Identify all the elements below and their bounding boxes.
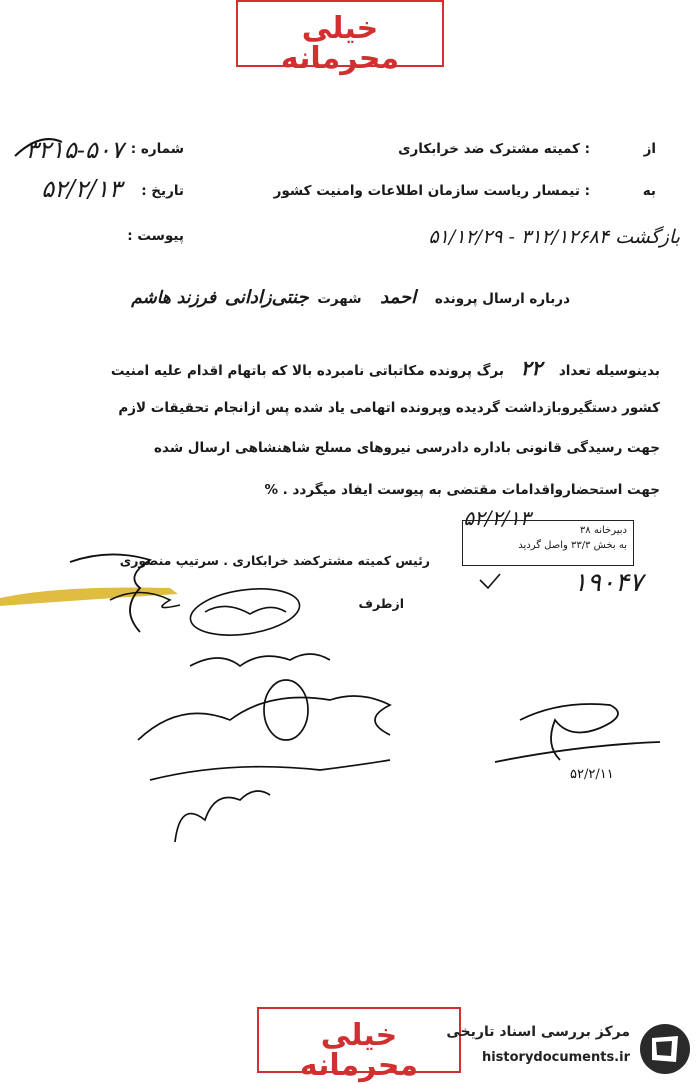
- signatory-signature-2: [110, 593, 180, 608]
- handwritten-note-3: [175, 791, 270, 842]
- body-line1-start: بدینوسیله تعداد: [558, 363, 660, 379]
- subject-prefix: درباره ارسال پرونده: [434, 291, 570, 307]
- body-line-2: کشور دستگیروبازداشت گردیده وپرونده اتهامی یاد شده پس ازانجام تحقیقات لازم: [118, 400, 660, 416]
- circled-annotation: [187, 583, 302, 642]
- body-line-4: جهت استحضارواقدامات مقتضی به پیوست ایفاد میگردد . %: [264, 482, 660, 498]
- top-confidential-stamp: خیلی محرمانه: [236, 0, 444, 67]
- subject-line: [131, 287, 570, 308]
- from-value: : کمیته مشترک ضد خرابکاری: [398, 141, 590, 157]
- number-label: شماره :: [130, 141, 184, 157]
- page-count-handwritten: ۲۲: [520, 356, 543, 380]
- archive-logo-icon: [638, 1022, 692, 1076]
- watermark-title: مرکز بررسی اسناد تاریخی: [446, 1024, 630, 1040]
- number-value-handwritten: ۳۲۱۵-۵۰۷: [25, 136, 124, 164]
- receipt-stamp-line2: به بخش ۳۳/۳ واصل گردید: [518, 540, 627, 551]
- circled-annotation-text: [205, 606, 286, 614]
- receipt-stamp: [462, 520, 634, 566]
- receipt-check-mark: [480, 574, 500, 588]
- handwritten-note-1: [190, 654, 330, 666]
- receipt-date-handwritten: ۵۲/۲/۱۳: [463, 506, 531, 530]
- subject-surname: جنتی‌زادانی: [224, 287, 309, 308]
- body-line1-end: برگ پرونده مکاتباتی نامبرده بالا که باتهام اقدام علیه امنیت: [110, 363, 504, 379]
- date-value-handwritten: ۵۲/۲/۱۳: [41, 175, 122, 203]
- right-signature-line: [495, 742, 660, 762]
- subject-name: احمد: [380, 287, 417, 308]
- right-signature-date: ۵۲/۲/۱۱: [570, 767, 614, 782]
- on-behalf-label: ازطرف: [358, 596, 404, 611]
- date-label: تاریخ :: [141, 183, 184, 199]
- to-label: به: [642, 183, 656, 199]
- signatory-title: رئیس کمیته مشترکضد خرابکاری . سرتیپ منصوری: [119, 553, 430, 568]
- handwritten-note-loop: [264, 680, 308, 740]
- body-line-1: [111, 356, 660, 380]
- handwritten-note-underline: [150, 760, 390, 780]
- from-label: از: [643, 141, 656, 157]
- subject-middle: شهرت: [317, 291, 362, 307]
- to-value: : تیمسار ریاست سازمان اطلاعات وامنیت کشور: [273, 183, 590, 199]
- handwritten-note-2: [138, 696, 390, 740]
- highlighter-mark: [0, 587, 178, 606]
- attachment-label: پیوست :: [127, 228, 184, 244]
- archive-watermark: [440, 1018, 696, 1080]
- subject-suffix: فرزند هاشم: [131, 288, 217, 308]
- receipt-number-handwritten: ۱۹۰۴۷: [573, 568, 643, 598]
- right-signature: [520, 704, 618, 760]
- reference-handwritten: بازگشت ۳۱۲/۱۲۶۸۴ - ۵۱/۱۲/۲۹: [428, 226, 680, 248]
- body-line-3: جهت رسیدگی قانونی باداره دادرسی نیروهای مسلح شاهنشاهی ارسال شده: [154, 440, 660, 456]
- receipt-stamp-line1: دبیرخانه ۳۸: [579, 525, 627, 536]
- watermark-url: historydocuments.ir: [481, 1050, 630, 1065]
- bottom-confidential-stamp: خیلی محرمانه: [257, 1007, 461, 1073]
